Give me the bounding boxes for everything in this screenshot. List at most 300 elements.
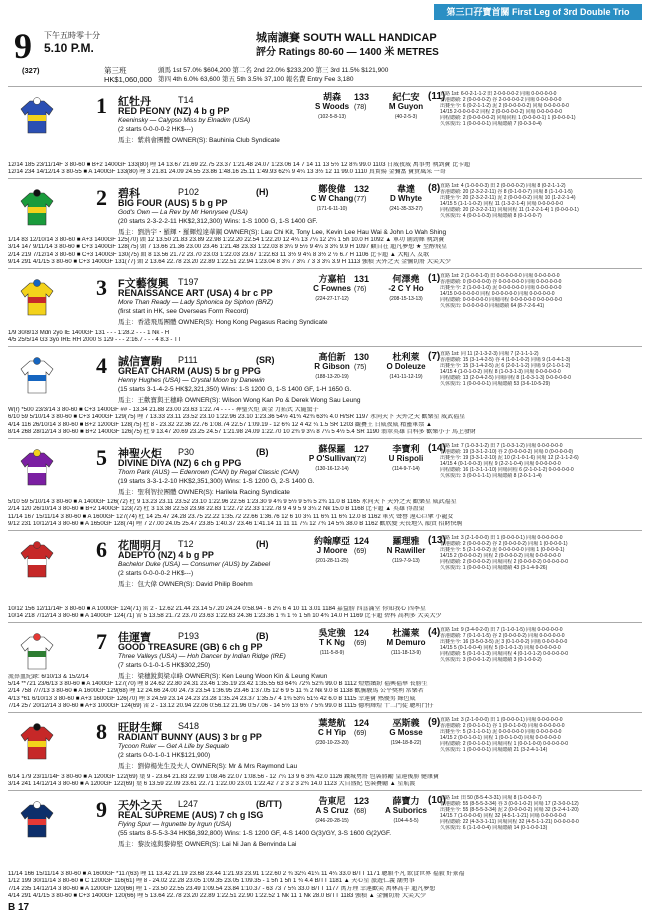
brand-code: S418 <box>178 721 200 731</box>
barrier-draw: (11) <box>428 91 446 102</box>
jockey <box>376 92 436 122</box>
jockey-stats: (241-35-33-27) <box>389 206 423 212</box>
trainer-name-en: T K Ng <box>319 638 345 647</box>
brand-code: T12 <box>178 539 194 549</box>
pedigree: Tycoon Ruler — Get A Life by Sequalo <box>118 743 230 750</box>
stats-line: 同程總績: 16 (1-3-1-1-10) 同場同程 6 (2-1-0-1-2) 0-0-0-0-0-0 <box>440 467 574 474</box>
jockey-stats: (194-18-8-22) <box>390 740 422 746</box>
trainer-name-cn: 高伯新 <box>318 352 346 362</box>
past-run-row: 7/14 235 14/12/14 3 80-60 ■ A 1200GF 120(66) 哩 1 - 23.50 22.55 23.49 1:09.54 23.84 1:10.37 - 63 73 7 5¾ 33.0 B/TT 1177 萬方理 幸運歡笑 萬林高手 超凡夢想 <box>8 885 436 892</box>
past-run-row: 12/14 234 14/12/14 3 80-55 ■ A 1400GF 133(80) 哩 3 21.81 24.09 24.55 23.86 1:48.16 25.11 1:49.93 62¼ 9 4¼ 13 3½ 12 11 99.0 1110 真實揚 金彌富 寶貴風采 一哥 <box>8 168 446 175</box>
weight: 124 <box>354 628 370 638</box>
rating: (75) <box>354 364 367 371</box>
trainer-name-en: P O'Sullivan <box>308 454 356 463</box>
weight: 133 <box>354 92 370 102</box>
horse-name-en: REAL SUPREME (AUS) 7 ch g ISG <box>118 810 264 820</box>
career-record: (2 starts 0-0-0-0-2 HK$---) <box>118 570 194 577</box>
stats-line: 直路 1st: 同 11 (2-1-3-2-3) 同場 7 (2-1-1-1-2) <box>440 351 539 357</box>
past-performances <box>8 330 642 344</box>
trainer-name-en: A S Cruz <box>315 806 349 815</box>
runner-silks <box>20 633 54 671</box>
race-prize-total: HK$1,060,000 <box>104 75 152 84</box>
past-performances <box>8 407 642 436</box>
rating: (72) <box>354 456 367 463</box>
weight: 124 <box>354 536 370 546</box>
career-record: (2 starts 0-0-0-0-2 HK$---) <box>118 126 194 133</box>
jockey-name-en: D Whyte <box>390 194 422 203</box>
trainer <box>308 444 356 474</box>
career-record: (55 starts 8-5-5-3-34 HK$6,392,800) Wins: 1-S 1200 GF, 4-S 1400 G(3)/GY, 3-S 1600 G(2)/GF. <box>118 830 392 837</box>
pedigree: Henny Hughes (USA) — Crystal Moon by Danewin <box>118 377 265 384</box>
brand-code: P102 <box>178 187 200 197</box>
past-run-row: 4/14 116 26/10/14 3 80-60 ■ B+2 1200GF 128(75) 杜 8 - 23.32 22.36 22.76 1:08.74 22.57 1:09.19 - 12 6¾ 12 4 42 ¼ 1.5 SR 1203 觀賽王 日威夜威 精靈軍禁 ▲ <box>8 421 432 428</box>
jockey <box>376 628 436 658</box>
jockey-stats: (40-2-5-3) <box>394 114 418 120</box>
career-record: (19 starts 3-3-1-2-10 HK$2,351,300) Wins: 1-S 1200 G, 2-S 1400 G. <box>118 478 315 485</box>
horse-name-cn: 佳運寶 <box>118 632 151 644</box>
horse-name-cn: 花間明月 <box>118 540 162 552</box>
stats-line: 同程總績: 0-0-0-0-0-0 同場同程 0-0-0-0-0-0 0-0-0-0-0-0 <box>440 297 562 304</box>
jockey-name-en: G Mosse <box>389 728 423 737</box>
stats-line: 香港總績: 15 (3-1-4-2-5) 谷 4 (1-0-1-0-2) 同場 9 (1-0-4-1-3) <box>440 357 571 364</box>
past-run-row: 3/14 147 9/11/14 3 80-60 ■ C+3 1400GF 128(75) 頭 7 13.66 21.36 23.00 23.46 1:21.48 23.33 1:22.03 8 3¼ 9 5½ 9 4¼ 3 3¾ 9.9 H 1097 顧自在 超凡夢想 ★ 至醇飛星 <box>8 244 448 251</box>
stats-line: 香港總績: 2 (0-0-1-0-1) 谷 1 (0-0-1-0-0) 同場 0-0-0-0-0-0 <box>440 723 565 730</box>
trainer-name-cn: 吳定強 <box>318 628 346 638</box>
jockey-silks-icon <box>20 357 54 395</box>
silks-band <box>28 559 46 565</box>
jockey <box>376 184 436 214</box>
owner: 馬主：黎汝遠與黎偉堅 OWNER(S): Lai Ni Jan & Benvinda Lai <box>118 841 297 848</box>
runner-entry <box>8 178 642 269</box>
silks-band <box>28 115 46 121</box>
race-number: 9 <box>14 26 32 66</box>
race-ratings-distance: 評分 Ratings 80-60 — 1400 米 METRES <box>256 47 439 58</box>
horse-name-cn: 紅牡丹 <box>118 96 151 108</box>
stats-line: 直路 1st: 2 (1-0-0-1-0) 田 0-0-0-0-0-0 同場 0-0-0-0-0-0 <box>440 273 560 279</box>
rating: (69) <box>354 548 367 555</box>
jockey-name-cn: 薛寶力 <box>392 796 420 806</box>
trainer-stats: (224-27-17-12) <box>315 296 349 302</box>
prize-breakdown <box>158 66 388 84</box>
runner-silks <box>20 449 54 487</box>
runner-silks <box>20 723 54 761</box>
past-run-row: 8/14 268 28/12/14 3 80-60 ■ B+2 1400GF 126(75) 杜 9 13.47 20.69 23.25 24.57 1:21.98 24.09 1:22.70 10 2¾ 9 3¼ 8 7¼ 5 4½ 5.4 SR 1190 翡翠英雄 百科多 歡樂小子 馬上發財 <box>8 428 476 435</box>
jockey-name-en: M Guyon <box>388 102 424 111</box>
runner-entry <box>8 438 642 531</box>
barrier-draw: (1) <box>428 273 441 284</box>
trainer-stats: (130-16-12-14) <box>315 466 349 472</box>
gear: (H) <box>256 539 269 549</box>
prize-line-1: 頭馬 1st 57.0% $604,200 第二名 2nd 22.0% $233,200 第三 3rd 11.5% $121,900 <box>158 67 389 74</box>
trainer-stats: (230-10-23-20) <box>315 740 349 746</box>
stats-line: 出賽至今: 5 (2-1-0-0-2) 泥 0-0-0-0-0-0 同場 1 (0-0-0-0-1) <box>440 547 565 554</box>
saddle-number: 5 <box>96 445 107 470</box>
jockey-stats: (111-18-13-9) <box>391 650 421 656</box>
stats-line: 出賽至今: 15 (3-1-4-2-5) 泥 6 (2-0-1-1-2) 同場 9 (2-1-0-1-2) <box>440 363 571 370</box>
stats-line: 同程總績: 2 (0-0-0-0-2) 同場同程 2 (0-0-0-0-2) 0-0-0-0-0-0 <box>440 559 569 566</box>
silks-cap <box>34 724 41 731</box>
jockey <box>376 444 436 474</box>
gear: (B/TT) <box>256 799 282 809</box>
past-run-row: 9/12 231 10/12/14 3 80-60 ■ A 1650GF 128(74) 哩 7 27.00 24.05 25.47 23.85 1:40.37 23.46 1:41.14 11 11 11 7¼ 12 7¾ 14 5¾ 38.0 B 1162 歡欣變 天長地久 韻賀 招財快駒 <box>8 520 463 527</box>
jockey-stats: (114-9-7-14) <box>392 466 420 472</box>
past-run-row: 5/14 **721 23/6/13 3 80-60 ■ A 1400GF 127(70) 哩 8 24.62 22.80 24.31 23.46 1:35.19 23.42 1:35.55 63 64¾ 72¾ 52¾ 99.0 B 1112 燈燃繽紛 福興福華 長勝生 <box>8 681 428 688</box>
stats-line: 久休復出: 1 (0-0-0-0-1) 同場總績 43 (3-1-4-9-26) <box>440 565 548 572</box>
brand-code: T14 <box>178 95 194 105</box>
past-run-row: 1/12 199 30/11/14 3 80-60 ■ C 1200GF 116(61) 哩 8 - 24.02 22.28 23.05 1:09.35 23.05 1:09.35 - 1 5h 1 5h 1 ¾ 4.4 B/TT 1181 ▲ 天心星 旅遊仁義 潮勇事 <box>8 878 415 885</box>
past-run-row: 3/14 241 14/12/14 3 80-60 ■ A 1200GF 122(69) 葉 6 13.59 22.09 23.61 22.71 1:22.00 23.01 1:22.42 7 2 3 2 3 2¾ 14.0 1123 大自盛紀 包裝賽勵 ▲ 星航渡 <box>8 780 416 787</box>
saddle-number: 1 <box>96 93 107 118</box>
form-stats <box>440 795 642 832</box>
form-stats <box>440 273 642 310</box>
silks-cap <box>34 542 41 549</box>
race-header <box>8 20 642 86</box>
trainer-name-en: C Fownes <box>313 284 351 293</box>
silks-band <box>28 207 46 213</box>
weight: 130 <box>354 352 370 362</box>
runner-silks <box>20 97 54 135</box>
jockey-silks-icon <box>20 633 54 671</box>
owner: 馬主：劉偉楊先生及夫人 OWNER(S): Mr & Mrs Raymond Lau <box>118 763 298 770</box>
horse-name-cn: 碧科 <box>118 188 140 200</box>
trainer <box>308 718 356 748</box>
trainer-name-cn: 胡森 <box>322 92 341 102</box>
runner-entry <box>8 530 642 623</box>
past-run-row: 4/5 25/5/14 G3 3yo IRE RH 2000 S 129 - - - 2:16.7 - - - 4 8.3 - TT <box>8 336 182 343</box>
trainer-name-cn: 方嘉柏 <box>318 274 346 284</box>
horse-name-en: RENAISSANCE ART (USA) 4 br c PP <box>118 288 273 298</box>
weight: 123 <box>354 796 370 806</box>
jockey-name-cn: 杜利萊 <box>392 352 420 362</box>
trainer <box>308 92 356 122</box>
runner-entry <box>8 712 642 791</box>
jockey-silks-icon <box>20 541 54 579</box>
form-stats <box>440 91 642 128</box>
trainer-name-en: S Woods <box>314 102 350 111</box>
career-record: (7 starts 0-1-0-1-5 HK$302,250) <box>118 662 211 669</box>
career-record: (2 starts 0-0-1-0-1 HK$121,900) <box>118 752 211 759</box>
trainer-stats: (246-20-28-15) <box>315 818 349 824</box>
silks-cap <box>34 280 41 287</box>
weight: 124 <box>354 718 370 728</box>
silks-band <box>28 819 46 825</box>
runner-silks <box>20 279 54 317</box>
stats-line: 香港總績: 0 (0-0-0-0-0) 谷 0-0-0-0-0-0 同場 0-0-0-0-0-0 <box>440 279 562 286</box>
jockey <box>376 274 436 304</box>
stats-line: 直路 1st: 田 50 (8-5-4-3-31) 同場 8 (1-0-0-0-7) <box>440 795 542 801</box>
stats-line: 出賽至今: 2 (1-0-0-1-0) 泥 0-0-0-0-0-0 同場 0-0-0-0-0-0 <box>440 285 562 292</box>
past-run-row: 11/14 166 15/11/14 3 80-60 ■ A 1600GF *117(63) 哩 11 13.42 21.19 23.68 23.44 1:21.93 23.91 1:22.60 2 ¾ 32¼ 41¼ 11 4¼ 33.0 B/TT 1171 聰穎不凡 飲食世界 福毅 好景福 <box>8 871 465 878</box>
horse-name-cn: 誠信寶駒 <box>118 356 162 368</box>
owner: 馬主：包大偉 OWNER(S): David Philip Boehm <box>118 581 253 588</box>
jockey-stats: (104-4-5-5) <box>393 818 419 824</box>
past-run-row: 流鼻血紀錄: 6/10/13 & 15/2/14 <box>8 674 89 680</box>
trainer <box>308 628 356 658</box>
barrier-draw: (9) <box>428 717 441 728</box>
silks-cap <box>34 358 41 365</box>
saddle-number: 3 <box>96 275 107 300</box>
owner: 馬主：梁穗銳與梁卓峰 OWNER(S): Ken Leung Woon Kin & Leung Kwun <box>118 673 328 680</box>
race-title: 城南讓賽 SOUTH WALL HANDICAP <box>256 32 437 44</box>
past-performances <box>8 674 642 710</box>
runner-entry <box>8 268 642 347</box>
form-stats <box>440 183 642 220</box>
stats-line: 久休復出: 0-0-0-0-0-0 同場總績 64 (8-7-2-6-41) <box>440 303 545 310</box>
rating: (77) <box>354 196 367 203</box>
stats-line: 香港總績: 2 (0-0-0-0-2) 谷 2-0-0-0-0-2 同場 0-0-0-0-0-0 <box>440 97 562 104</box>
barrier-draw: (10) <box>428 795 446 806</box>
rating: (69) <box>354 640 367 647</box>
owner: 馬主：香港飛馬團體 OWNER(S): Hong Kong Pegasus Racing Syndicate <box>118 319 328 326</box>
stats-line: 14/15 7 (1-0-0-0-6) 同程 32 (4-5-1-1-21) 同場 0-0-0-0-0-0 <box>440 813 567 820</box>
stats-line: 久休復出: 6 (1-1-0-0-4) 同場總績 14 (0-1-0-0-13) <box>440 825 548 832</box>
stats-line: 14/15 4 (0-1-0-0-3) 同程 9 (2-2-1-0-4) 同場 0-0-0-0-0-0 <box>440 461 561 468</box>
stats-line: 香港總績: 55 (8-5-5-3-34) 谷 3 (0-0-1-0-2) 同場 17 (2-3-0-0-12) <box>440 801 579 808</box>
stats-line: 14/15 5 (0-1-0-0-4) 同程 5 (0-1-0-1-3) 同場 0-0-0-0-0-0 <box>440 645 561 652</box>
stats-line: 香港總績: 2 (0-0-0-0-2) 谷 2 (0-0-0-0-2) 同場 1 (0-0-0-0-1) <box>440 541 568 548</box>
career-record: (15 starts 3-1-4-2-5 HK$2,321,350) Wins: 1-S 1200 G, 1-S 1400 GF, 1-H 1650 G. <box>118 386 352 393</box>
stats-line: 出賽至今: 55 (8-5-5-3-34) 泥 2 (0-0-0-0-2) 同場 32 (5-2-4-1-20) <box>440 807 579 814</box>
saddle-number: 8 <box>96 719 107 744</box>
stats-line: 直路 1st: 3 (2-1-0-0-0) 田 1 (0-0-0-0-1) 同場 0-0-0-0-0-0 <box>440 717 563 723</box>
silks-cap <box>34 634 41 641</box>
silks-band <box>28 375 46 381</box>
past-run-row: 2/14 120 26/10/14 3 80-60 ■ B+2 1400GF 123(72) 杜 3 13.38 22.53 23.98 22.83 1:22.72 22.33 1:22.78 9 4 9 5 9 3¼ 2 Nk 15.0 B 1168 比卡超 ▲ 英雄 得盈榮 <box>8 506 425 513</box>
jockey-name-en: U Rispoli <box>388 454 424 463</box>
past-run-row: 7/14 257 20/12/14 3 80-60 ■ A+3 1000GF 124(69) 雷 2 - 13.12 20.94 22.06 0:56.12 21.96 0:57.06 - 14 5½ 13 6½ 7 5¾ 99.0 B 1115 德利輝煌 十二門徒 聰明鬥仔 <box>8 702 434 709</box>
brand-code: T197 <box>178 277 199 287</box>
past-run-row: 2/14 219 7/12/14 3 80-60 ■ C+3 1400GF 130(75) 頭 8 13.56 21.72 23.70 23.03 1:22.03 23.67 1:22.63 11 3½ 9 4¼ 8 3½ 2 ½ 6.7 H 1106 比卡超 ▲ 大帽人 友歌 <box>8 251 430 258</box>
stats-line: 出賽至今: 19 (3-3-1-2-10) 泥 10 (2-1-0-1-6) 同場 12 (2-1-1-2-6) <box>440 455 579 462</box>
gear: (H) <box>256 187 269 197</box>
jockey-silks-icon <box>20 723 54 761</box>
brand-code: L247 <box>178 799 199 809</box>
stats-line: 直路 1st: 7 (1-0-3-1-2) 田 7 (1-0-3-1-2) 同場 0-0-0-0-0-0 <box>440 443 563 449</box>
past-performances <box>8 499 642 528</box>
form-stats <box>440 443 642 480</box>
gear: (B) <box>256 447 269 457</box>
saddle-number: 6 <box>96 537 107 562</box>
stats-line: 同程總績: 22 (4-3-3-1-11) 同場同程 32 (4-5-1-1-21) 0-0-0-0-0-0 <box>440 819 579 826</box>
form-stats <box>440 351 642 388</box>
jockey-name-en: N Rawiller <box>386 546 426 555</box>
silks-band <box>28 741 46 747</box>
jockey-stats: (119-7-9-13) <box>392 558 420 564</box>
horse-name-cn: 旺財生輝 <box>118 722 162 734</box>
trainer-stats: (111-5-8-9) <box>319 650 345 656</box>
trainer-stats: (102-5-8-13) <box>318 114 346 120</box>
trainer-name-cn: 鄭俊偉 <box>318 184 346 194</box>
form-stats <box>440 627 642 664</box>
race-class <box>104 66 152 84</box>
stats-line: 14/15 2-0-0-0-0-2 同程 2 (0-0-0-0-0-2) 同場 0-0-0-0-0-0 <box>440 109 562 116</box>
saddle-number: 2 <box>96 185 107 210</box>
runner-silks <box>20 189 54 227</box>
stats-line: 14/15 2 (0-0-0-0-2) 同程 2 (0-0-0-0-2) 同場 0-0-0-0-0-0 <box>440 553 561 560</box>
past-performances <box>8 162 642 176</box>
past-performances <box>8 237 642 266</box>
trainer-name-cn: 告東尼 <box>318 796 346 806</box>
horse-name-cn: F文藝復興 <box>118 278 169 290</box>
jockey <box>376 536 436 566</box>
stats-line: 久休復出: 1 (0-0-0-0-1) 同場總績 21 (3-2-4-1-14) <box>440 747 548 754</box>
horse-name-en: BIG FOUR (AUS) 5 b g PP <box>118 198 228 208</box>
stats-line: 久休復出: 1 (0-0-0-0-1) 同場總績 53 (3-6-10-5-29) <box>440 381 551 388</box>
jockey-stats: (208-15-13-13) <box>389 296 423 302</box>
trainer-name-cn: 蘇保羅 <box>318 444 346 454</box>
silks-cap <box>34 190 41 197</box>
past-run-row: 12/14 185 23/11/14F 3 80-60 ■ B+2 1400GF 133(80) 哩 14 13.67 21.69 22.75 23.37 1:21.48 24.07 1:23.06 14 7 14 11 13 5½ 12 8¾ 99.0 1103 日威夜威 萬事勇 執到寶 比卡超 <box>8 161 471 168</box>
owner: 馬主：劉浩宇・羅輝・羅輝煌達華鋼 OWNER(S): Lau Chi Kit, Tony Lee, Kevin Lee Hau Wai & John Lo Wah Shing <box>118 229 447 236</box>
barrier-draw: (14) <box>428 443 446 454</box>
horse-name-en: ADEPTO (NZ) 4 b g PP <box>118 550 214 560</box>
silks-band <box>28 651 46 657</box>
trainer-name-en: R Gibson <box>314 362 350 371</box>
runner-silks <box>20 357 54 395</box>
past-run-row: 9/14 291 4/1/15 3 80-60 ■ C+3 1400GF 131(77) 頭 2 13.64 22.78 23.20 22.89 1:22.51 22.94 1:23.04 8 3¼ 7 3¼ 7 3 3 3¼ 3.9 H 1113 強積 天外之天 金彌切將 大笑大少 <box>8 258 451 265</box>
brand-code: P193 <box>178 631 200 641</box>
past-run-row: 6/10 59 5/10/14 3 80-60 ■ C+3 1400GF 129(75) 哩 7 13.33 23.11 23.52 23.10 1:22.96 23.10 1:23.36 54½ 41¾ 42¾ 63¾ 4.0 H/SR 1197 永同天下 天外之天 歡樂星 威武福星 <box>8 414 466 421</box>
stats-line: 香港總績: 7 (0-1-0-1-5) 谷 2 (0-0-0-0-2) 同場 0-0-0-0-0-0 <box>440 633 565 640</box>
barrier-draw: (8) <box>428 183 441 194</box>
weight: 127 <box>354 444 370 454</box>
past-run-row: 11/14 167 15/11/14 3 80-60 ■ A 1600GF 127(74) 杜 14 25.47 24.28 23.75 22.22 1:35.72 22.66 1:36.76 12 6 10 3¼ 11 6¾ 11 6¾ 12.0 B 1162 軍火 聲譽 遠心巨擘 小龍女 <box>8 513 454 520</box>
past-run-row: 1/14 83 12/10/14 3 80-60 ■ A+3 1400GF 125(70) 頭 12 13.50 21.83 23.89 22.98 1:22.20 22.54 1:22.20 12 4¼ 13 7¼ 12 2¼ 1 5h 10.0 H 1092 ▲ 軍功 創勁輝 執到寶 <box>8 237 445 244</box>
jockey-silks-icon <box>20 449 54 487</box>
horse-name-cn: 神聖火炬 <box>118 448 162 460</box>
past-performances <box>8 774 642 788</box>
horse-name-en: DIVINE DIYA (NZ) 6 ch g PPG <box>118 458 242 468</box>
past-run-row: 4/14 291 4/1/15 3 80-60 ■ C+3 1400GF 120(66) 哩 5 13.64 22.78 23.20 22.89 1:22.51 22.90 1:22.52 1 Nk 11 1 Nk 28.0 B/TT 1183 強積 ▲ 金彌切將 大笑大少 <box>8 892 426 899</box>
past-performances <box>8 871 642 900</box>
trainer-name-cn: 約翰摩亞 <box>313 536 350 546</box>
barrier-draw: (4) <box>428 627 441 638</box>
gear: (SR) <box>256 355 275 365</box>
barrier-draw: (7) <box>428 351 441 362</box>
runner-entry <box>8 622 642 713</box>
jockey-name-en: A Suborics <box>385 806 427 815</box>
form-stats <box>440 717 642 754</box>
jockey-name-en: O Doleuze <box>386 362 426 371</box>
race-class-cn: 第三班 <box>104 66 127 75</box>
jockey-silks-icon <box>20 801 54 839</box>
silks-cap <box>34 98 41 105</box>
past-run-row: 2/14 758 7/7/13 3 80-60 ■ A 1600GF 129(68) 哩 12 24.66 24.00 24.73 23.54 1:36.95 23.46 1:37.05 12 6 9 5 11 ¾ 2 Nk 9.0 B 1138 歡騰駿馬 公平獎利 常樂者 <box>8 688 424 695</box>
stats-line: 同程總績: 2 (0-0-1-0-1) 同場同程 1 (0-0-1-0-0) 0-0-0-0-0-0 <box>440 741 569 748</box>
past-run-row: 6/14 179 23/11/14F 3 80-60 ■ A 1200GF 122(69) 葉 9 - 23.64 21.83 22.99 1:08.46 22.07 1:08.56 - 12 7¼ 13 9 6 3¾ 42.0 1126 鐵城勇將 包裝蔣勵 皇運後勝 健康寶 <box>8 773 439 780</box>
trainer-stats: (171-6-11-10) <box>316 206 348 212</box>
race-index: (327) <box>22 66 40 75</box>
silks-band <box>28 467 46 473</box>
jockey <box>376 796 436 826</box>
stats-line: 直路 1st: 9 (3-4-0-2-0) 田 7 (1-1-0-1-5) 同場 0-0-0-0-0-0 <box>440 627 563 633</box>
double-trio-banner: 第三口孖寶首關 First Leg of 3rd Double Trio <box>434 4 642 20</box>
jockey-name-cn: 杜滿萊 <box>392 628 420 638</box>
race-time: 5.10 P.M. <box>44 41 94 55</box>
trainer-stats: (188-13-20-19) <box>315 374 349 380</box>
stats-line: 出賽至今: 16 (3-5-0-3-5) 泥 3 (0-1-0-0-2) 同場 0-0-0-0-0-0 <box>440 639 568 646</box>
saddle-number: 4 <box>96 353 107 378</box>
form-stats <box>440 535 642 572</box>
runner-silks <box>20 541 54 579</box>
pedigree: Bachelor Duke (USA) — Consumer (AUS) by Zabeel <box>118 561 271 568</box>
horse-name-en: RED PEONY (NZ) 4 b g PP <box>118 106 230 116</box>
stats-line: 出賽至今: 5 (2-1-1-0-1) 泥 0-0-0-0-0-0 同場 0-0-0-0-0-0 <box>440 729 562 736</box>
stats-line: 香港總績: 19 (3-3-1-2-10) 谷 2 (0-0-0-0-2) 同場 0 (0-0-0-0-0) <box>440 449 574 456</box>
jockey-name-cn: 紀仁安 <box>392 92 420 102</box>
stats-line: 14/15 0-0-0-0-0-0 同程 0-0-0-0-0-0 同場 0-0-0-0-0-0 <box>440 291 555 298</box>
barrier-draw: (13) <box>428 535 446 546</box>
brand-code: P111 <box>178 355 198 365</box>
past-run-row: 1/9 30/8/13 Mdn 2yo IE 1400GF 131 - - - 1:28.2 - - - 1 Nk - H <box>8 329 170 336</box>
past-performances <box>8 606 642 620</box>
trainer-name-en: C W Chang <box>310 194 354 203</box>
stats-line: 香港總績: 20 (2-3-2-2-11) 谷 8 (0-1-0-0-7) 同場 8 (1-1-0-1-5) <box>440 189 573 196</box>
stats-line: 14/15 4 (1-0-1-0-2) 同程 8 (1-0-3-1-3) 同場 0-0-0-0-0-0 <box>440 369 561 376</box>
jockey <box>376 718 436 748</box>
past-run-row: 5/10 59 5/10/14 3 80-60 ■ A 1400GF 126(72) 杜 9 13.23 23.11 23.52 23.10 1:22.96 22.56 1:23.30 9 4¾ 9 5½ 9 5¾ 5 2¾ 11.0 B 1165 永同天下 天外之天 歡樂星 威武福星 <box>8 499 457 506</box>
trainer <box>308 796 356 826</box>
silks-cap <box>34 450 41 457</box>
owner: 馬主：紫荊會團體 OWNER(S): Bauhinia Club Syndicate <box>118 137 280 144</box>
stats-line: 久休復出: 3 (0-0-1-1-1) 同場總績 8 (2-0-1-1-4) <box>440 473 542 480</box>
trainer-name-cn: 葉楚航 <box>318 718 346 728</box>
stats-line: 出賽至今: 20 (2-3-2-2-11) 泥 2 (0-0-0-0-2) 同場 10 (1-2-2-1-4) <box>440 195 576 202</box>
jockey <box>376 352 436 382</box>
trainer-stats: (201-28-11-25) <box>315 558 349 564</box>
career-record: (20 starts 2-3-2-2-11 HK$2,312,300) Wins: 1-S 1000 G, 1-S 1400 GF. <box>118 218 318 225</box>
rating: (68) <box>354 808 367 815</box>
rating: (76) <box>354 286 367 293</box>
saddle-number: 9 <box>96 797 107 822</box>
runner-entry <box>8 346 642 439</box>
stats-line: 14/15 2 (0-0-1-0-1) 同程 1 (0-0-1-0-0) 同場 0-0-0-0-0-0 <box>440 735 561 742</box>
stats-line: 同程總績: 13 (2-0-4-2-5) 同場同程 8 (1-0-3-1-3) 0-0-0-0-0-0 <box>440 375 571 382</box>
stats-line: 久休復出: 3 (0-0-0-1-2) 同場總績 3 (0-1-0-0-2) <box>440 657 542 664</box>
pedigree: God's Own — La Rev by Mr Henrysee (USA) <box>118 209 248 216</box>
owner: 馬主：聖利智拉團體 OWNER(S): Harilela Racing Syndicate <box>118 489 290 496</box>
jockey-name-cn: 李寶利 <box>392 444 420 454</box>
pedigree: Flying Spur — Irgunette by Irgun (USA) <box>118 821 232 828</box>
runner-entry <box>8 790 642 903</box>
horse-name-en: RADIANT BUNNY (AUS) 3 br g PP <box>118 732 262 742</box>
jockey-name-en: -2 C Y Ho <box>388 284 424 293</box>
jockey-silks-icon <box>20 189 54 227</box>
silks-band <box>28 297 46 303</box>
stats-line: 直路 1st: 6-0-2-1-1-2 田 2-0-0-0-0-2 同場 0-0-0-0-0-0 <box>440 91 557 97</box>
runner-entry <box>8 86 642 179</box>
silks-cap <box>34 802 41 809</box>
pedigree: Three Valleys (USA) — Hoh Dancer by Indian Ridge (IRE) <box>118 653 286 660</box>
pedigree: More Than Ready — Lady Sphonica by Siphon (BRZ) <box>118 299 273 306</box>
jockey-name-cn: 何澤堯 <box>392 274 420 284</box>
trainer-name-en: C H Yip <box>317 728 346 737</box>
trainer <box>308 274 356 304</box>
horse-name-cn: 天外之天 <box>118 800 162 812</box>
rating: (78) <box>354 104 367 111</box>
trainer-name-en: J Moore <box>316 546 348 555</box>
pedigree: Keeninsky — Calypso Miss by Elnadim (USA) <box>118 117 251 124</box>
race-time-cn: 下午五時零十分 <box>44 31 100 40</box>
owner: 馬主：王歡寶與王穗峰 OWNER(S): Wilson Wong Kan Po & Derek Wong Sau Leung <box>118 397 361 404</box>
pedigree: Thorn Park (AUS) — Edenrown (CAN) by Regal Classic (CAN) <box>118 469 299 476</box>
horse-name-en: GOOD TREASURE (GB) 6 ch g PP <box>118 642 263 652</box>
stats-line: 同程總績: 2 (0-0-0-0-0-2) 同場同程 1 (0-0-0-0-1) 1 (0-0-0-0-1) <box>440 115 576 122</box>
jockey-name-en: M Demuro <box>386 638 426 647</box>
past-run-row: 10/14 218 7/12/14 3 80-60 ■ A 1400GF 124(71) 雷 5 13.58 21.72 23.70 23.63 1:22.63 24.36 1:23.36 1 ¾ 1 ½ 1 5h 10 4¾ 14.0 H 1169 比卡超 碧科 高利多 大笑大少 <box>8 612 442 619</box>
prize-line-2: 第四 4th 6.0% 63,600 第五 5th 3.5% 37,100 報名費 Entry Fee 3,180 <box>158 76 354 83</box>
weight: 132 <box>354 184 370 194</box>
